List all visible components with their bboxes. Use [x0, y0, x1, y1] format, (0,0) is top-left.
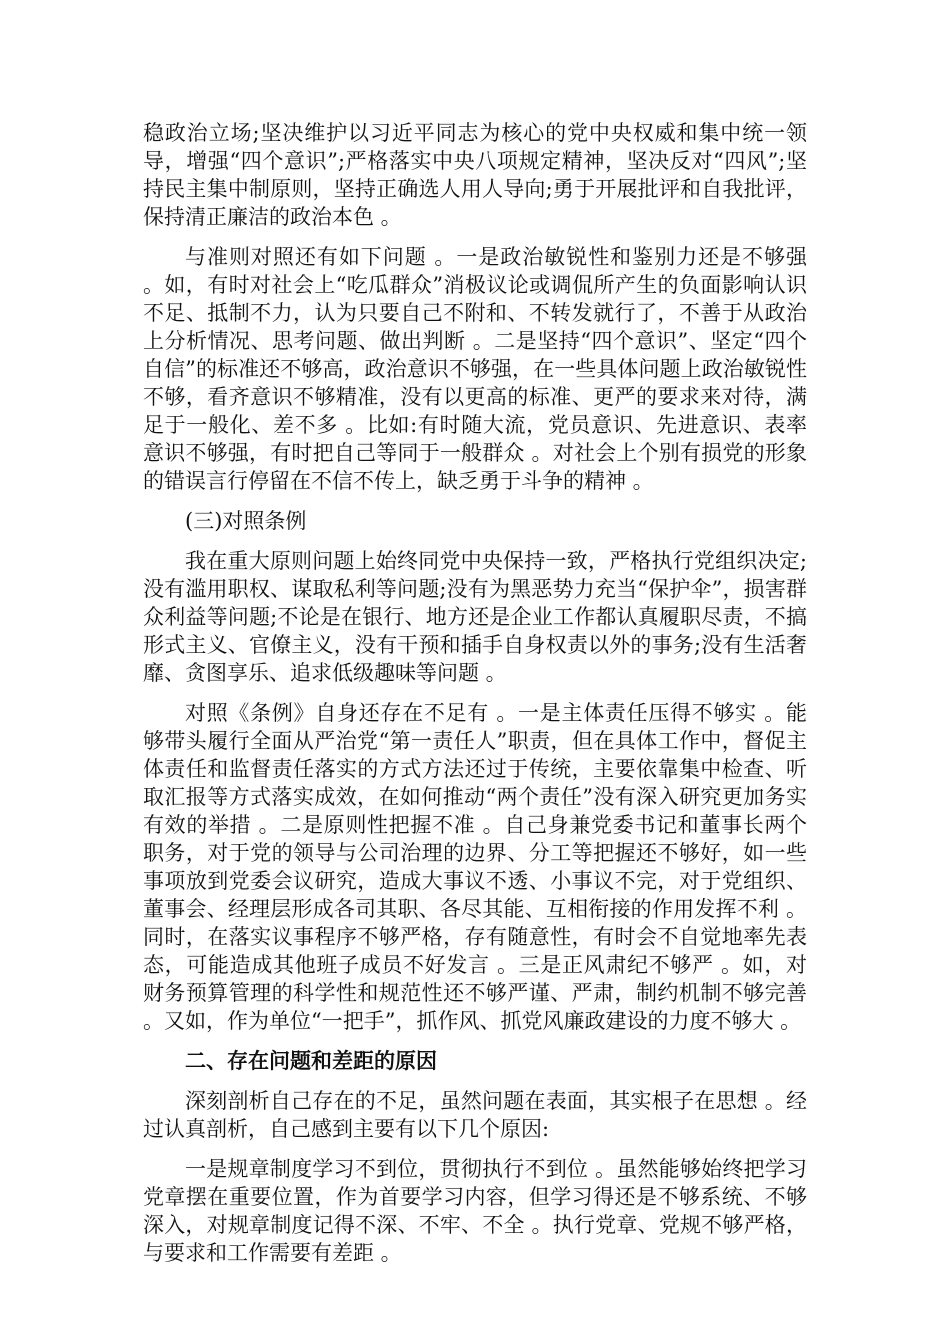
paragraph-regulations-compliance: 我在重大原则问题上始终同党中央保持一致，严格执行党组织决定;没有滥用职权、谋取私利等问题;没有为黑恶势力充当“保护伞”，损害群众利益等问题;不论是在银行、地方还是企业工作都认真履职尽责，不搞形式主义、官僚主义，没有干预和插手自身权责以外的事务;没有生活奢靡、贪图享乐、追求低级趣味等问题 。: [143, 549, 807, 685]
subheading-regulations: (三)对照条例: [185, 509, 307, 533]
document-page: [143, 119, 807, 1279]
paragraph-causes-intro: 深刻剖析自己存在的不足，虽然问题在表面，其实根子在思想 。经过认真剖析，自己感到主要有以下几个原因:: [143, 1089, 807, 1141]
paragraph-regulations-shortcomings: 对照《条例》自身还存在不足有 。一是主体责任压得不够实 。能够带头履行全面从严治党“第一责任人”职责，但在具体工作中，督促主体责任和监督责任落实的方式方法还过于传统，主要依靠集中检查、听取汇报等方式落实成效，在如何推动“两个责任”没有深入研究更加务实有效的举措 。二是原则性把握不准 。自己身兼党委书记和董事长两个职务，对于党的领导与公司治理的边界、分工等把握还不够好，如一些事项放到党委会议研究，造成大事议不透、小事议不完，对于党组织、董事会、经理层形成各司其职、各尽其能、互相衔接的作用发挥不利 。同时，在落实议事程序不够严格，存有随意性，有时会不自觉地率先表态，可能造成其他班子成员不好发言 。三是正风肃纪不够严 。如，对财务预算管理的科学性和规范性还不够严谨、严肃，制约机制不够完善 。又如，作为单位“一把手”，抓作风、抓党风廉政建设的力度不够大 。: [143, 701, 807, 1033]
paragraph-guideline-issues: 与准则对照还有如下问题 。一是政治敏锐性和鉴别力还是不够强 。如，有时对社会上“吃瓜群众”消极议论或调侃所产生的负面影响认识不足、抵制不力，认为只要自己不附和、不转发就行了，不善于从政治上分析情况、思考问题、做出判断 。二是坚持“四个意识”、坚定“四个自信”的标准还不够高，政治意识不够强，在一些具体问题上政治敏锐性不够，看齐意识不够精准，没有以更高的标准、更严的要求来对待，满足于一般化、差不多 。比如:有时随大流，党员意识、先进意识、表率意识不够强，有时把自己等同于一般群众 。对社会上个别有损党的形象的错误言行停留在不信不传上，缺乏勇于斗争的精神 。: [143, 245, 807, 493]
paragraph-cause-one: 一是规章制度学习不到位，贯彻执行不到位 。虽然能够始终把学习党章摆在重要位置，作为首要学习内容，但学习得还是不够系统、不够深入，对规章制度记得不深、不牢、不全 。执行党章、党规不够严格，与要求和工作需要有差距 。: [143, 1157, 807, 1265]
section-heading-causes: 二、存在问题和差距的原因: [185, 1048, 437, 1073]
paragraph-continuation: 稳政治立场;坚决维护以习近平同志为核心的党中央权威和集中统一领导，增强“四个意识”;严格落实中央八项规定精神，坚决反对“四风”;坚持民主集中制原则，坚持正确选人用人导向;勇于开展批评和自我批评，保持清正廉洁的政治本色 。: [143, 121, 807, 229]
